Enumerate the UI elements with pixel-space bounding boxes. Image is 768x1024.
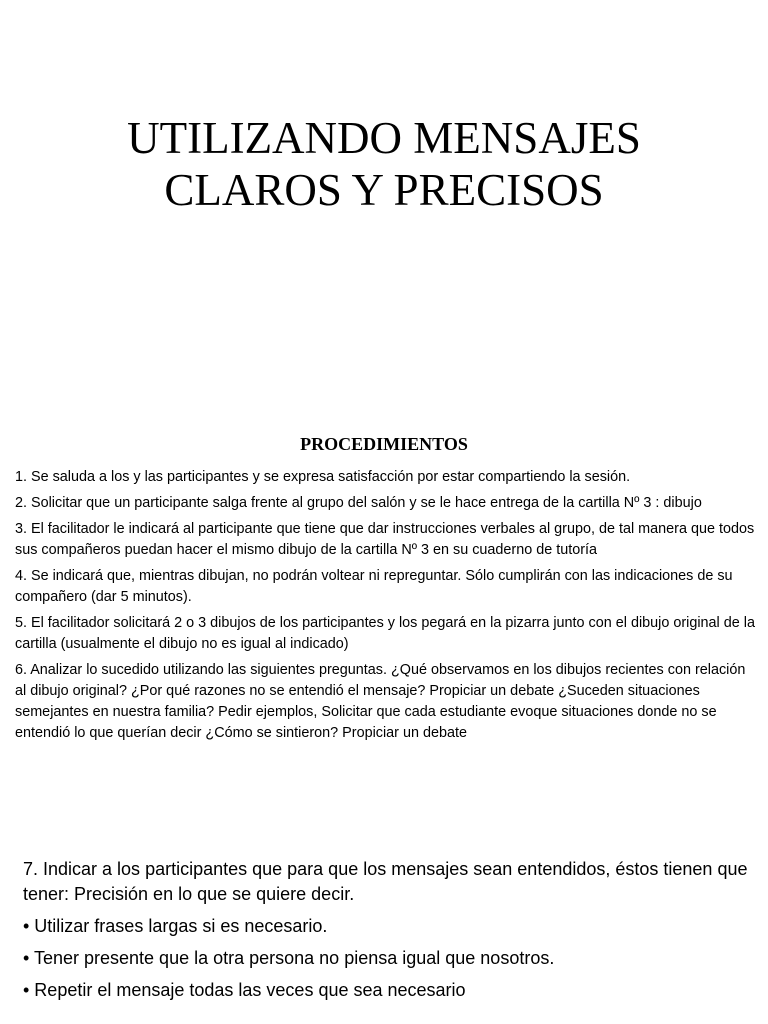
step-2: 2. Solicitar que un participante salga frente al grupo del salón y se le hace entrega de la cartilla Nº 3 : dibujo [15, 495, 702, 511]
step-7-section [23, 857, 758, 1010]
bullet-item: • Tener presente que la otra persona no piensa igual que nosotros. [23, 948, 555, 968]
step-1: 1. Se saluda a los y las participantes y se expresa satisfacción por estar compartiendo la sesión. [15, 469, 631, 485]
document-title [0, 112, 768, 216]
step-4: 4. Se indicará que, mientras dibujan, no podrán voltear ni repreguntar. Sólo cumplirán con las indicaciones de su compañero (dar 5 minutos). [15, 568, 733, 605]
step-7-intro: 7. Indicar a los participantes que para que los mensajes sean entendidos, éstos tienen que tener: Precisión en lo que se quiere decir. [23, 859, 748, 904]
bullet-item: • Utilizar frases largas si es necesario. [23, 916, 328, 936]
procedimientos-heading: PROCEDIMIENTOS [300, 434, 468, 454]
step-5: 5. El facilitador solicitará 2 o 3 dibujos de los participantes y los pegará en la pizarra junto con el dibujo original de la cartilla (usualmente el dibujo no es igual al indicado) [15, 615, 755, 652]
step-7-bullets [23, 914, 758, 1003]
bullet-item: • Repetir el mensaje todas las veces que sea necesario [23, 980, 466, 1000]
procedure-steps-list [15, 467, 757, 749]
title-line-1: UTILIZANDO MENSAJES [127, 113, 641, 163]
title-line-2: CLAROS Y PRECISOS [164, 165, 604, 215]
step-6: 6. Analizar lo sucedido utilizando las siguientes preguntas. ¿Qué observamos en los dibujos recientes con relación al dibujo original? ¿Por qué razones no se entendió el mensaje? Propiciar un debate ¿Suceden situaciones semejantes en nuestra familia? Pedir ejemplos, Solicitar que cada estudiante evoque situaciones donde no se entendió lo que querían decir ¿Cómo se sintieron? Propiciar un debate [15, 662, 746, 741]
step-3: 3. El facilitador le indicará al participante que tiene que dar instrucciones verbales al grupo, de tal manera que todos sus compañeros puedan hacer el mismo dibujo de la cartilla Nº 3 en su cuaderno de tutoría [15, 521, 755, 558]
